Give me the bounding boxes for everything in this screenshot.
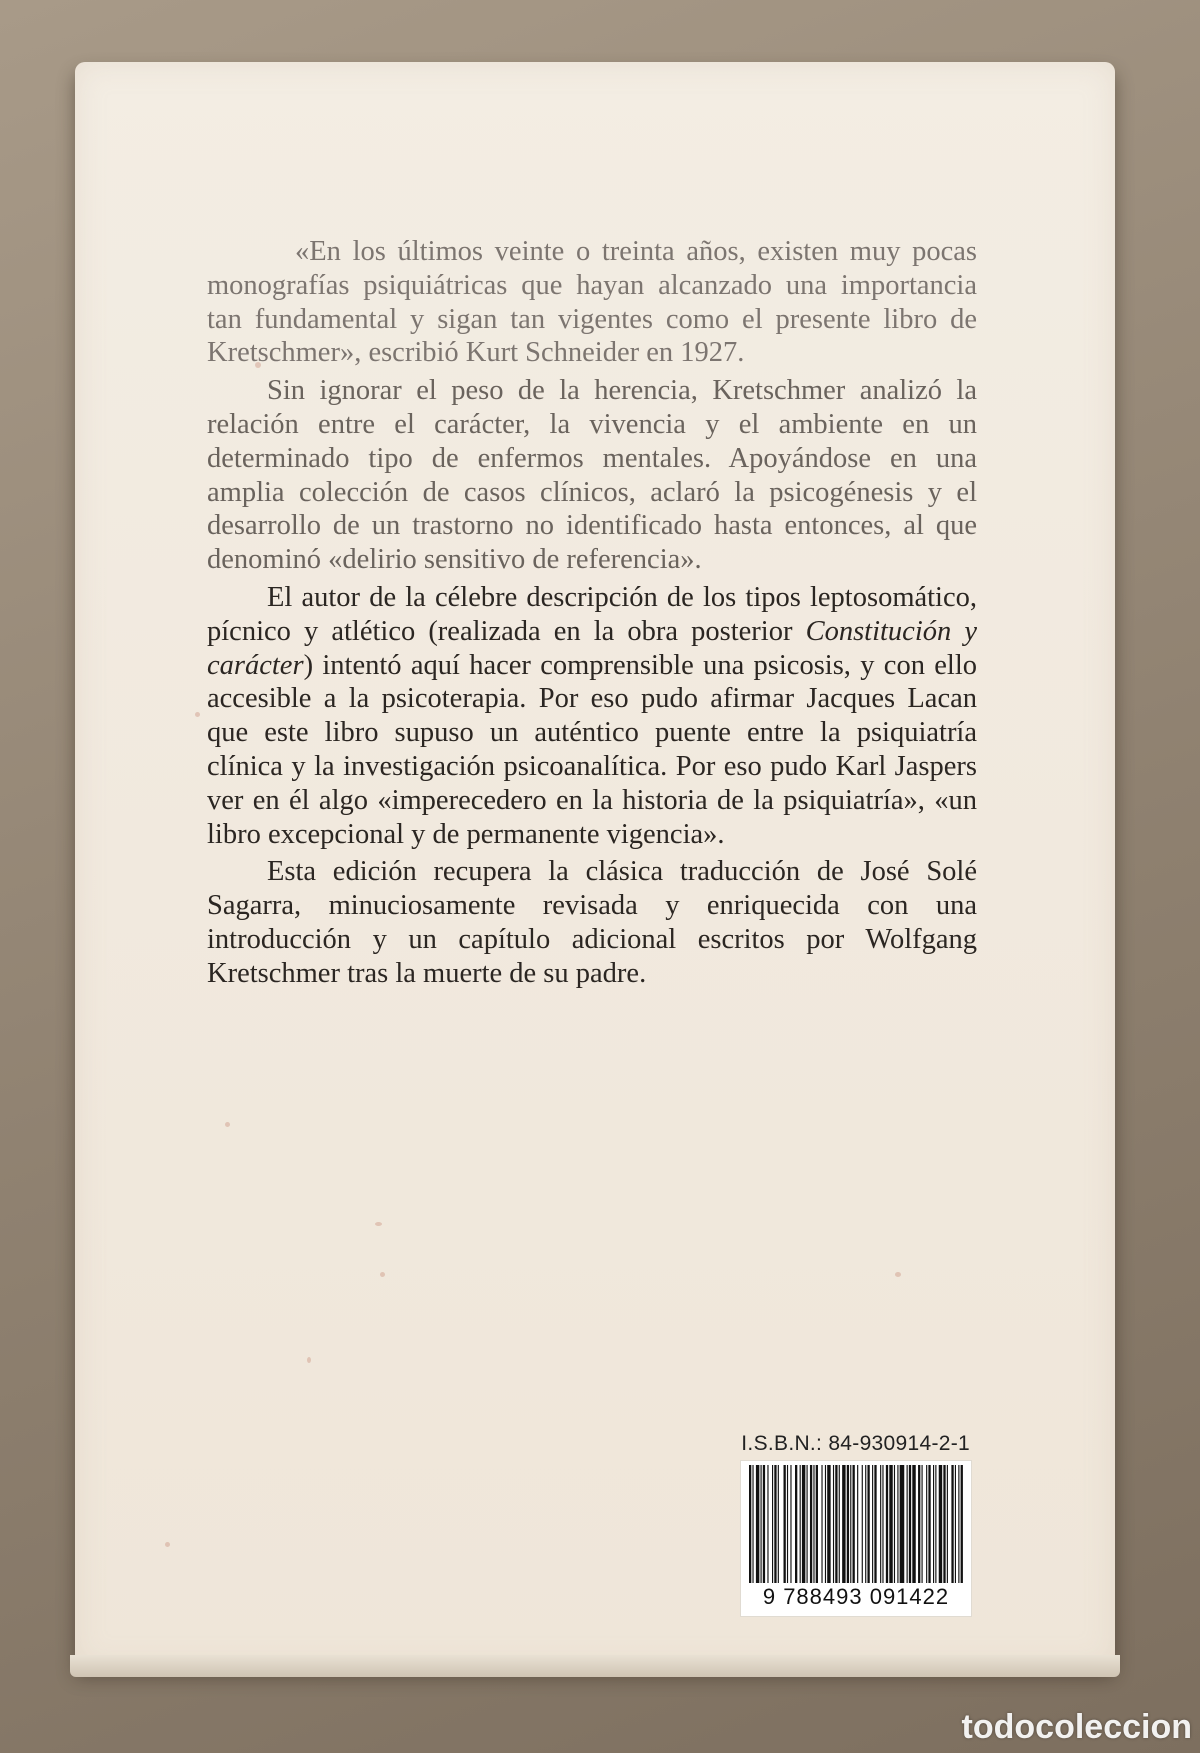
barcode-digits: 9 788493 091422 xyxy=(762,1584,950,1609)
barcode-bar xyxy=(947,1465,948,1583)
barcode-bar xyxy=(821,1465,822,1583)
barcode-bar xyxy=(752,1465,753,1583)
barcode-bars xyxy=(749,1465,963,1583)
barcode-bar xyxy=(857,1465,858,1583)
barcode-bar xyxy=(810,1465,812,1583)
barcode-bar xyxy=(816,1465,818,1583)
barcode-bar xyxy=(889,1465,892,1583)
barcode-bar xyxy=(842,1465,845,1583)
barcode-bar xyxy=(767,1465,768,1583)
blurb-paragraph-quote: «En los últimos veinte o treinta años, existen muy pocas monografías psiquiátricas que hayan alcanzado una importancia tan fundamental y sigan tan vigentes como el presente libro de Kretschmer», escribió Kurt Schneider en 1927. xyxy=(207,236,977,369)
barcode-bar xyxy=(882,1465,883,1583)
barcode-bar xyxy=(933,1465,934,1583)
book-title-italic: Constitución y carácter xyxy=(207,615,977,681)
barcode-bar xyxy=(943,1465,945,1583)
barcode-bar xyxy=(850,1465,851,1583)
barcode-bar xyxy=(918,1465,920,1583)
barcode-bar xyxy=(951,1465,953,1583)
barcode-bar xyxy=(772,1465,773,1583)
barcode-bar xyxy=(761,1465,762,1583)
barcode-bar xyxy=(865,1465,866,1583)
barcode-bar xyxy=(961,1465,963,1583)
barcode-bar xyxy=(778,1465,779,1583)
barcode-bar xyxy=(867,1465,869,1583)
barcode-bar xyxy=(835,1465,837,1583)
barcode-bar xyxy=(774,1465,776,1583)
barcode-bar xyxy=(955,1465,956,1583)
barcode-bar xyxy=(958,1465,959,1583)
barcode-bar xyxy=(880,1465,881,1583)
blurb-text xyxy=(207,235,977,995)
barcode-bar xyxy=(912,1465,915,1583)
blurb-paragraph-edition: Esta edición recupera la clásica traducción de José Solé Sagarra, minuciosamente revisada y enriquecida con una introducción y un capítulo adicional escritos por Wolfgang Kretschmer tras la muerte de su padre. xyxy=(207,856,977,989)
barcode-bar xyxy=(756,1465,759,1583)
barcode-bar xyxy=(807,1465,808,1583)
barcode-bar xyxy=(763,1465,765,1583)
barcode-bar xyxy=(900,1465,905,1583)
barcode-bar xyxy=(827,1465,830,1583)
blurb-paragraph-analysis: Sin ignorar el peso de la herencia, Kretschmer analizó la relación entre el carácter, la vivencia y el ambiente en un determinado tipo de enfermos mentales. Apoyándose en una amplia colección de casos clínicos, aclaró la psicogénesis y el desarrollo de un trastorno no identificado hasta entonces, al que denominó «delirio sensitivo de referencia». xyxy=(207,375,977,576)
barcode-bar xyxy=(939,1465,942,1583)
barcode-bar xyxy=(787,1465,788,1583)
barcode-bar xyxy=(795,1465,797,1583)
barcode xyxy=(740,1460,972,1617)
barcode-bar xyxy=(825,1465,826,1583)
barcode-bar xyxy=(853,1465,855,1583)
barcode-bar xyxy=(800,1465,801,1583)
barcode-bar xyxy=(928,1465,930,1583)
barcode-bar xyxy=(935,1465,936,1583)
barcode-bar xyxy=(907,1465,908,1583)
barcode-bar xyxy=(897,1465,898,1583)
barcode-bar xyxy=(909,1465,911,1583)
barcode-bar xyxy=(839,1465,840,1583)
barcode-bar xyxy=(749,1465,751,1583)
barcode-bar xyxy=(874,1465,876,1583)
barcode-bar xyxy=(833,1465,834,1583)
barcode-bar xyxy=(790,1465,791,1583)
barcode-bar xyxy=(802,1465,805,1583)
barcode-bar xyxy=(862,1465,863,1583)
blurb-paragraph-author: El autor de la célebre descripción de los tipos leptosomático, pícnico y atlético (realizada en la obra posterior Constitución y carácter) intentó aquí hacer comprensible una psicosis, y con ello accesible a la psicoterapia. Por eso pudo afirmar Jacques Lacan que este libro supuso un auténtico puente entre la psiquiatría clínica y la investigación psicoanalítica. Por eso pudo Karl Jaspers ver en él algo «imperecedero en la historia de la psiquiatría», «un libro excepcional y de permanente vigencia». xyxy=(207,581,977,850)
barcode-bar xyxy=(886,1465,888,1583)
barcode-bar xyxy=(922,1465,923,1583)
barcode-bar xyxy=(926,1465,927,1583)
barcode-bar xyxy=(872,1465,873,1583)
barcode-bar xyxy=(784,1465,786,1583)
barcode-bar xyxy=(813,1465,814,1583)
barcode-bar xyxy=(847,1465,849,1583)
book-page-edge xyxy=(70,1655,1120,1677)
barcode-bar xyxy=(894,1465,895,1583)
watermark-logo: todocoleccion xyxy=(961,1708,1192,1746)
isbn-label: I.S.B.N.: 84-930914-2-1 xyxy=(741,1432,970,1455)
